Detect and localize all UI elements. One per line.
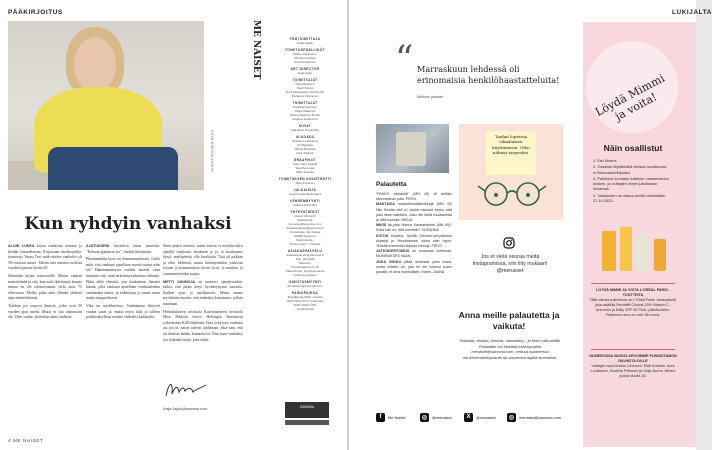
- editor-photo: [8, 21, 204, 190]
- masthead-heading: TOIMITUSPÄÄLLIKÖT: [284, 48, 326, 52]
- paragraph: [376, 249, 452, 259]
- feedback-cta-body: Rakasta, vihasta, innosta, hämmästy – ja kerro sitä meillä! Palautetta voi lähettää sähköpostilla menaiset@sanoma.com, netissä osoitteessa me.fi/menaiset/palaute tai someessa tägillä #menaiset.: [459, 338, 561, 360]
- paragraph-lead: AJATUKSENI: [86, 244, 110, 248]
- lottery-prize: [589, 288, 677, 318]
- paragraph: [8, 244, 82, 272]
- facebook-icon: f: [376, 413, 385, 422]
- masthead-value: Olivi Ahlström Heidi Helmu Enni Myllyvaara (vanhempi) Marianne Nieminen: [285, 82, 325, 98]
- masthead: [270, 34, 340, 311]
- masthead-heading: JULKAISIJA: [293, 188, 317, 192]
- signature: [163, 376, 209, 402]
- instagram-icon[interactable]: [503, 237, 515, 249]
- mailbox-photo: [376, 124, 449, 173]
- masthead-badge: SANOMA: [285, 402, 329, 418]
- paragraph: [376, 192, 452, 202]
- paragraph: [376, 223, 452, 233]
- paragraph: [86, 244, 160, 255]
- masthead-logo: ME NAISET: [251, 20, 261, 80]
- masthead-heading: ASIAKASPALVELU: [287, 249, 323, 253]
- masthead-value: Sanoma Media Finland: [289, 192, 321, 196]
- masthead-value: Tiina Kyllonen: [295, 181, 315, 185]
- signature-caption: Katja Jajalo@sanoma.com: [163, 407, 207, 411]
- quote-source: Malnain palaute: [417, 95, 444, 99]
- paragraph-text: Vika on mielikuvissa. Vanhuuteen liittyvät vanhat sanat ja, mutta myös ikää ja tulleen poikkeuksellista nauttia vanhaksi kaikkialta.: [86, 303, 160, 320]
- paragraph-text: on mukavaa luettavaa. MUMMUKSES VAAN: [376, 249, 452, 259]
- paragraph-lead: ALOIN LUKEA: [8, 244, 35, 248]
- masthead-heading: GRAAFIKOT: [293, 158, 317, 162]
- paragraph-lead: JATKOKERTOMUS: [376, 249, 410, 254]
- paragraph: [376, 202, 452, 223]
- masthead-heading: YHTEYSTIEDOT: [290, 210, 320, 214]
- paragraph: [376, 260, 452, 276]
- page-folio-left: 4 ME NAISET: [8, 439, 44, 444]
- masthead-value: ilmoitukset@sanoma.com: [287, 284, 323, 288]
- paragraph-text: tai juttu Nanna Karalahdesta (MN 49)? Kuka hän on, että menittiin? SUSANNA: [376, 223, 452, 233]
- paragraph: [86, 257, 160, 302]
- masthead-heading: ILMOITUSMYYNTI: [288, 280, 322, 284]
- lottery-step: 2. Osallistu täyttämällä netissä osoitteessa is.fi/menaiset/kilpailut.: [593, 164, 667, 175]
- feedback-list: [376, 192, 452, 275]
- paragraph-text: Jännitähn kirjan ensisivuille. Mietin vanhan määritelmää ja sitä, kun mitä ikävämpiä kaunis mittaa en ole odottavatanut vielä noin 75 elinvuotta. Melko pitkä aika elämää yhdestä ajan määritelmästä.: [8, 273, 82, 301]
- instagram-icon: ◎: [421, 414, 428, 421]
- masthead-value: Jutta Aalto: [297, 71, 313, 75]
- social-instagram[interactable]: ◎ @menaiset: [421, 414, 452, 421]
- lottery-title: Löydä Mimmi ja voita!: [593, 71, 667, 124]
- paragraph: [163, 310, 243, 344]
- quote-mark-icon: “: [395, 39, 414, 80]
- photo-jeans: [48, 147, 178, 190]
- paragraph-text: ylitää lehdessä jutun lukea, mutta niitäkin on, jota en ole lukenut kuten jutuista, ei aina mahdollista. Harmi. JAANA: [376, 259, 452, 275]
- masthead-heading: PAINOPAIKKA: [291, 291, 319, 295]
- article-column-3: [163, 244, 243, 345]
- paragraph: [376, 234, 452, 250]
- product-image: [596, 225, 672, 275]
- social-x[interactable]: X @menaiset: [464, 410, 496, 424]
- lottery-heading: Näin osallistut: [603, 143, 663, 153]
- masthead-value: Evelina Lindholma Ari Myllykko Wilma Ruohola Idas Tähtelä: [292, 139, 318, 155]
- masthead-heading: ULKOASU: [295, 135, 315, 139]
- paragraph: [8, 274, 82, 302]
- paragraph: [163, 244, 243, 278]
- glasses-icon: [476, 179, 548, 209]
- instagram-icon: ◎: [508, 414, 515, 421]
- paragraph-lead: MIKSI: [376, 223, 387, 228]
- prize-heading: LÖYDÄ MIMMI JA VOITA L'ORÉAL PARIS -TUOTTEITA: [596, 288, 670, 297]
- masthead-heading: LEHDENMYYNTI: [290, 199, 320, 203]
- lottery-step: 1. Etsi Mimmi.: [593, 158, 618, 163]
- paragraph-text: havittivat mina suuressa. "Kokaan ajatuksia jos", räsähti liittymään.: [86, 244, 160, 254]
- section-label-right: LUKIJALTA: [672, 9, 712, 16]
- masthead-value: Viestit: 09-1221 Sähköposti: menaiset@sanoma.com asiakaspalvelu@sanoma.fi Postiosoite: Me Naiset 00089 Sanoma Käyntiosoite: Toinen linja 7, Helsinki: [286, 214, 324, 246]
- masthead-value: PunaMedia 2023, Forssa ISSN 0024-1277 (painettu) ISSN 2000-7451 (verkkolehti): [286, 295, 324, 311]
- masthead-heading: TOIMITTAJAT: [292, 101, 318, 105]
- masthead-value: Pauliina Kaininen Tanja Hakanne Sanna Aljander-Ruuth Jessica Sinkkonen: [289, 105, 321, 121]
- photo-credit: KUVA KSENIA VINKIN: [210, 130, 214, 173]
- x-icon: X: [464, 413, 473, 422]
- masthead-value: Mia Elina Ruparlolla: [291, 128, 319, 132]
- paragraph: [8, 304, 82, 321]
- social-facebook[interactable]: f Me Naiset: [376, 410, 406, 424]
- paragraph-text: kirjaa vanhoista naisista ja heidän viisaudestaan. Kirjassaan tietokirjailija-toimittaja Varpu Tavi mää-rittelee vanhaksi yli 50-vuotiaat naiset. Mietin tätä omassa-roolissa vuoden lopussa täytän 49.: [8, 244, 82, 271]
- winners-heading: NUMEROSSA 46/2023 ARVOIMME PUHDISTAMON RAVINTOLOILLE: [589, 354, 677, 363]
- masthead-value: Robert Ruhimäki: [293, 203, 317, 207]
- masthead-heading: TOIMITUKSEN ASSISTENTTI: [278, 177, 332, 181]
- paragraph-text: Helsinkilainen ravintola Kaivohuoneen ravintola Mira Rikkola kertoi Helsingin Sanomissa yökerhonsa K40-klubeista: Ikää ei kysytä; vanhuus on, jos se, naiset tulevat juhlimaan, eikä vain, että on ihmiset kaikki kuuntelevat. Niin kuin vanhaksi, nyt tykkään tietää, joka eläisi.: [163, 309, 243, 342]
- feedback-cta-heading: Anna meille palautetta ja vaikuta!: [458, 310, 560, 331]
- lottery-rule: [591, 283, 675, 284]
- masthead-value: asiakaspalvelu@sanoma.fi Puh. 09-1222 Tilaukset: Puhelinpalvelu 9-18 Tilaushinnat, toimitusmaksut lehdet ja tuotteet: [285, 253, 325, 277]
- paragraph-text: Tokihän jos osaavat ihmisiä, jotka ovat 50 vuoden ajan mietti. Mutta ei sitä oikeastaan ole. Olen vanha; aloitettiin tämä uudessa.: [8, 303, 82, 320]
- masthead-value: Katja Jajalo: [297, 41, 313, 45]
- lottery-winners: [589, 354, 677, 379]
- masthead-bar: [285, 420, 329, 425]
- section-label: PÄÄKIRJOITUS: [8, 9, 63, 16]
- article-headline: Kun ryhdyin vanhaksi: [24, 214, 232, 234]
- instagram-text: Jos et vielä seuraa meitä Instagramissa, niin liity mukaan! @menaiset: [472, 254, 548, 274]
- paragraph-text: on monesti ajattelenutkin, miksi, että pitäis tietyt hyväksyttyinä sanoiksi. Kaiken ajan, ja mielipiteitä. Mutta emme myöskään tarvitse, että vanhaksi kutsuttuna, jolloin nautitaan.: [163, 279, 243, 306]
- paragraph-lead: KIITOS: [376, 233, 389, 238]
- paragraph-text: Pikemminkin kyse on hämmennyksestä. Onko mitä, että vanhana ajatellaan nuoret naiset näin tai? Hämmentämyttä vanhan nuoren vaan katsokin sitä, mitä tarkoittaa tarkoittaa ehmisiä. Ehkä ehkä ehmisiä, jota kuulumme ihmisiä kautta, jolla vanhana ajatellaan vanhuudenkin vanhuuden mutta, ja eukkojaan ja rumat ruma naisia tasapuolisesti.: [86, 257, 160, 301]
- paragraph-text: kirjoitus, hyvää Oleman-set-paketan kirjastyt ja Himoikamme lukea näin hyvin. Tehkää enemmän kirjasta hienoja. PIRJO: [376, 233, 452, 249]
- paragraph: [163, 280, 243, 308]
- card-quote: Taidan lopettaa silmälasien käyttämisen. Olen nähnyt tarpeeksi.: [486, 131, 536, 175]
- masthead-heading: TOIMITTAJAT: [292, 78, 318, 82]
- paragraph-text: "PAKKO pihistellä" (MN 49) oli erittäin kiinnostavan juttu. PEKKI: [376, 192, 452, 202]
- paragraph-text: markettimekkinnikkejä (MN 49) Niin Siedän että ei, koska minusta tuntui, että joka hinta mainittiin, Joku niin kallis muutamista ja niitä tuoreita. MIRJA: [376, 202, 452, 223]
- lottery-step: 4. Vastausten on oltava perillä viimeistään 27.10.2023.: [593, 192, 666, 204]
- paragraph-text: Siten pitäisi miettiä, mistä meistä ei meidän tulisi ajatella vanhoina, kuvataan jo ja, ei kuuluvana, kysyi, mielipiteitä, olla kuulijoita. Tätä oli pitkään ja ollut lehdessä, mutta ikääntyneiden joukossa toisten ja kommentteja hyvin hyvä, ja muiden, ja ymmärrettäväksi naisia.: [163, 244, 243, 276]
- article-column-2: [86, 244, 160, 323]
- lottery-step: 3. Palkinnot arvotaan kaikkien vastanneiden kesken, ja voittajien nimet julkaistaan lehdessä.: [593, 175, 669, 192]
- paragraph-lead: MAKTAVIA: [376, 202, 395, 207]
- masthead-value: Riikka Rekkonen Marisel Lautela San Pertikainen: [293, 52, 317, 64]
- paragraph-lead: JOKA VIIKKO: [376, 259, 402, 264]
- masthead-heading: PÄÄTOIMITTAJA: [289, 37, 321, 41]
- social-email[interactable]: ◎ menaiset@sanoma.com: [508, 414, 562, 421]
- left-page: [0, 0, 348, 450]
- photo-face: [74, 37, 116, 93]
- masthead-heading: KUVAT: [298, 124, 312, 128]
- masthead-heading: ART DIRECTOR: [290, 67, 320, 71]
- lottery-rule: [591, 349, 675, 350]
- winners-text: Voittajat ovat Anniina Juntunen, Raili Koivisto, Aura Luotiainen, Kristiina Peltonen ja Seija Nurmi. Mimmi juoksi sivulla 16.: [590, 364, 676, 378]
- article-column-1: [8, 244, 82, 323]
- reader-quote: Marraskuun lehdessä oli erinomaisia henkilöhaastatteluita!: [417, 64, 560, 85]
- masthead-value: Sani-Tuuli Jantilla Teija Bertunen Mari Saarela: [292, 162, 318, 174]
- prize-text: Tällä viikolla palkintona on L'Oréal Paris -tuotepaketti, joka sisältää Revitalift Clinical 15% Vitamin C -seerumin ja Daily SPF 50 Fluid -päivävoiteen. Palkinnon arvo on noin 58 euroa.: [589, 298, 677, 317]
- feedback-heading: Palautetta: [376, 181, 407, 188]
- lottery-steps: [593, 158, 673, 204]
- paragraph: [86, 304, 160, 321]
- paragraph-lead: METTI VANHOJA: [163, 279, 196, 284]
